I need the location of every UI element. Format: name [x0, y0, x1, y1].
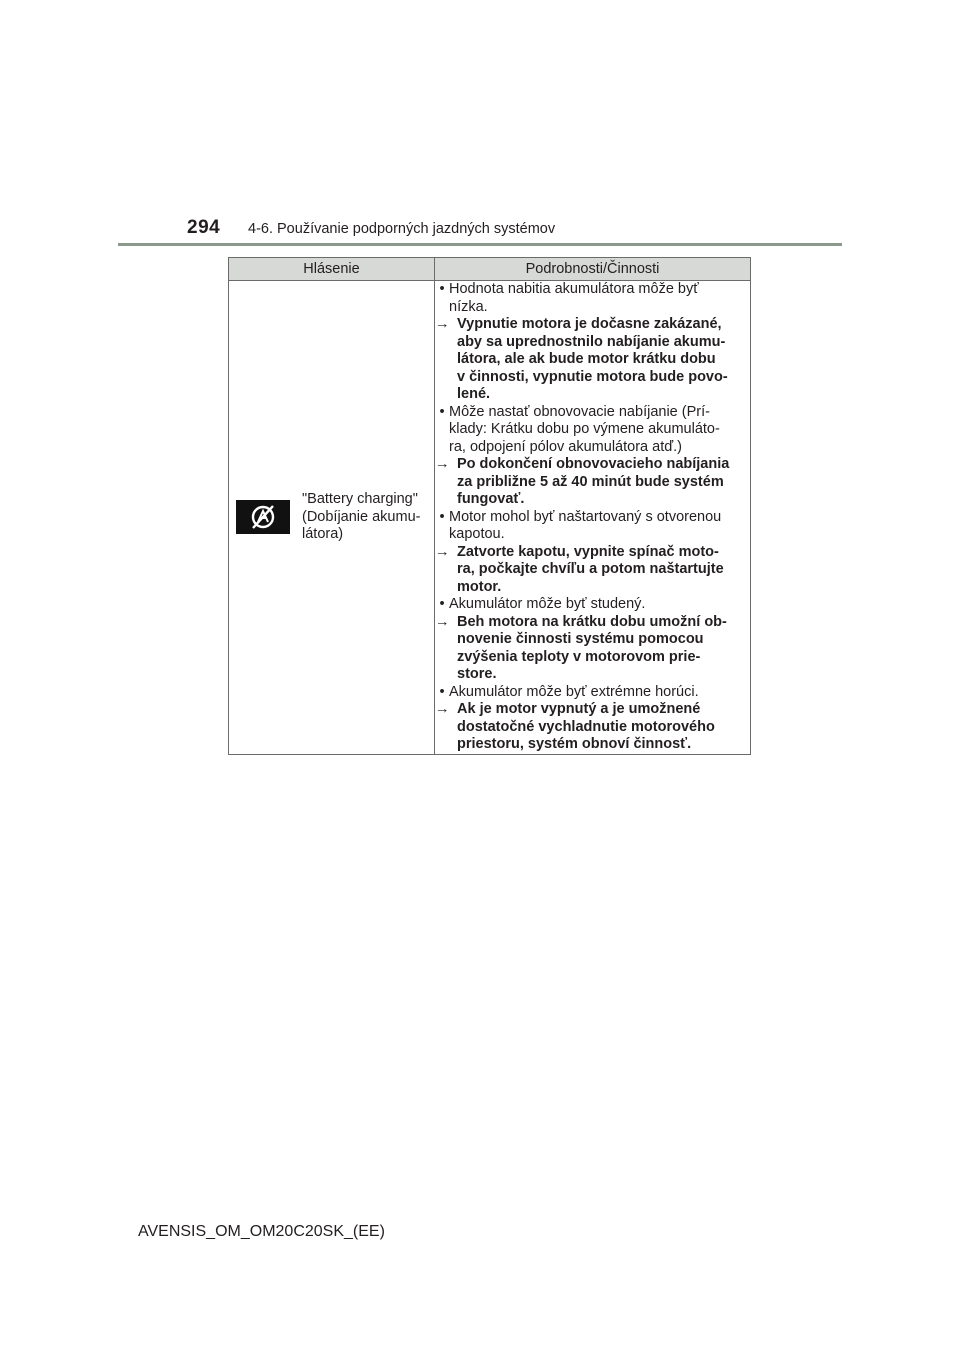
cause-text: • Hodnota nabitia akumulátora môže byť nízka. [435, 281, 750, 316]
column-header-details: Podrobnosti/Činnosti [435, 258, 751, 281]
detail-item [435, 509, 750, 597]
bullet-mark: • [439, 403, 445, 420]
cause-text: • Môže nastať obnovovacie nabíjanie (Prí- klady: Krátku dobu po výmene akumuláto- ra, odpojení pólov akumulátora atď.) [435, 404, 750, 457]
footer-doc-code: AVENSIS_OM_OM20C20SK_(EE) [138, 1223, 385, 1240]
bullet-mark: • [439, 508, 445, 525]
detail-item [435, 404, 750, 509]
section-title: 4-6. Používanie podporných jazdných systémov [248, 221, 556, 237]
table-header-row [229, 258, 751, 281]
crossed-out-auto-stop-icon [236, 500, 290, 534]
detail-item [435, 596, 750, 684]
details-cell [435, 281, 751, 755]
bullet-mark: • [439, 683, 445, 700]
message-cell [229, 281, 435, 755]
arrow-right-icon: → [435, 613, 450, 630]
cause-text: • Motor mohol byť naštartovaný s otvorenou kapotou. [435, 509, 750, 544]
detail-item [435, 281, 750, 404]
detail-item [435, 684, 750, 754]
bullet-mark: • [439, 281, 445, 297]
column-header-message: Hlásenie [229, 258, 435, 281]
action-text: → Zatvorte kapotu, vypnite spínač moto- ra, počkajte chvíľu a potom naštartujte motor. [435, 543, 724, 595]
table-row [229, 281, 751, 755]
arrow-right-icon: → [435, 701, 450, 717]
action-text: → Vypnutie motora je dočasne zakázané, aby sa uprednostnilo nabíjanie akumu- látora, ale ak bude motor krátku dobu v činnosti, vypnutie motora bude povo- lené. [435, 316, 728, 402]
action-text: → Po dokončení obnovovacieho nabíjania za približne 5 až 40 minút bude systém fungovať. [435, 456, 730, 507]
message-label: "Battery charging" (Dobíjanie akumu- látora) [302, 491, 421, 542]
cause-text: • Akumulátor môže byť extrémne horúci. [435, 684, 750, 702]
action-text: → Ak je motor vypnutý a je umožnené dostatočné vychladnutie motorového priestoru, systém obnoví činnosť. [435, 701, 715, 752]
arrow-right-icon: → [435, 543, 450, 560]
arrow-right-icon: → [435, 316, 450, 332]
header-rule [118, 243, 842, 246]
action-text: → Beh motora na krátku dobu umožní ob- novenie činnosti systému pomocou zvýšenia teploty v motorovom prie- store. [435, 613, 727, 682]
bullet-mark: • [439, 596, 445, 612]
page-number: 294 [187, 217, 221, 238]
message-table [228, 257, 751, 755]
cause-text: • Akumulátor môže byť studený. [435, 596, 750, 614]
arrow-right-icon: → [435, 456, 450, 472]
